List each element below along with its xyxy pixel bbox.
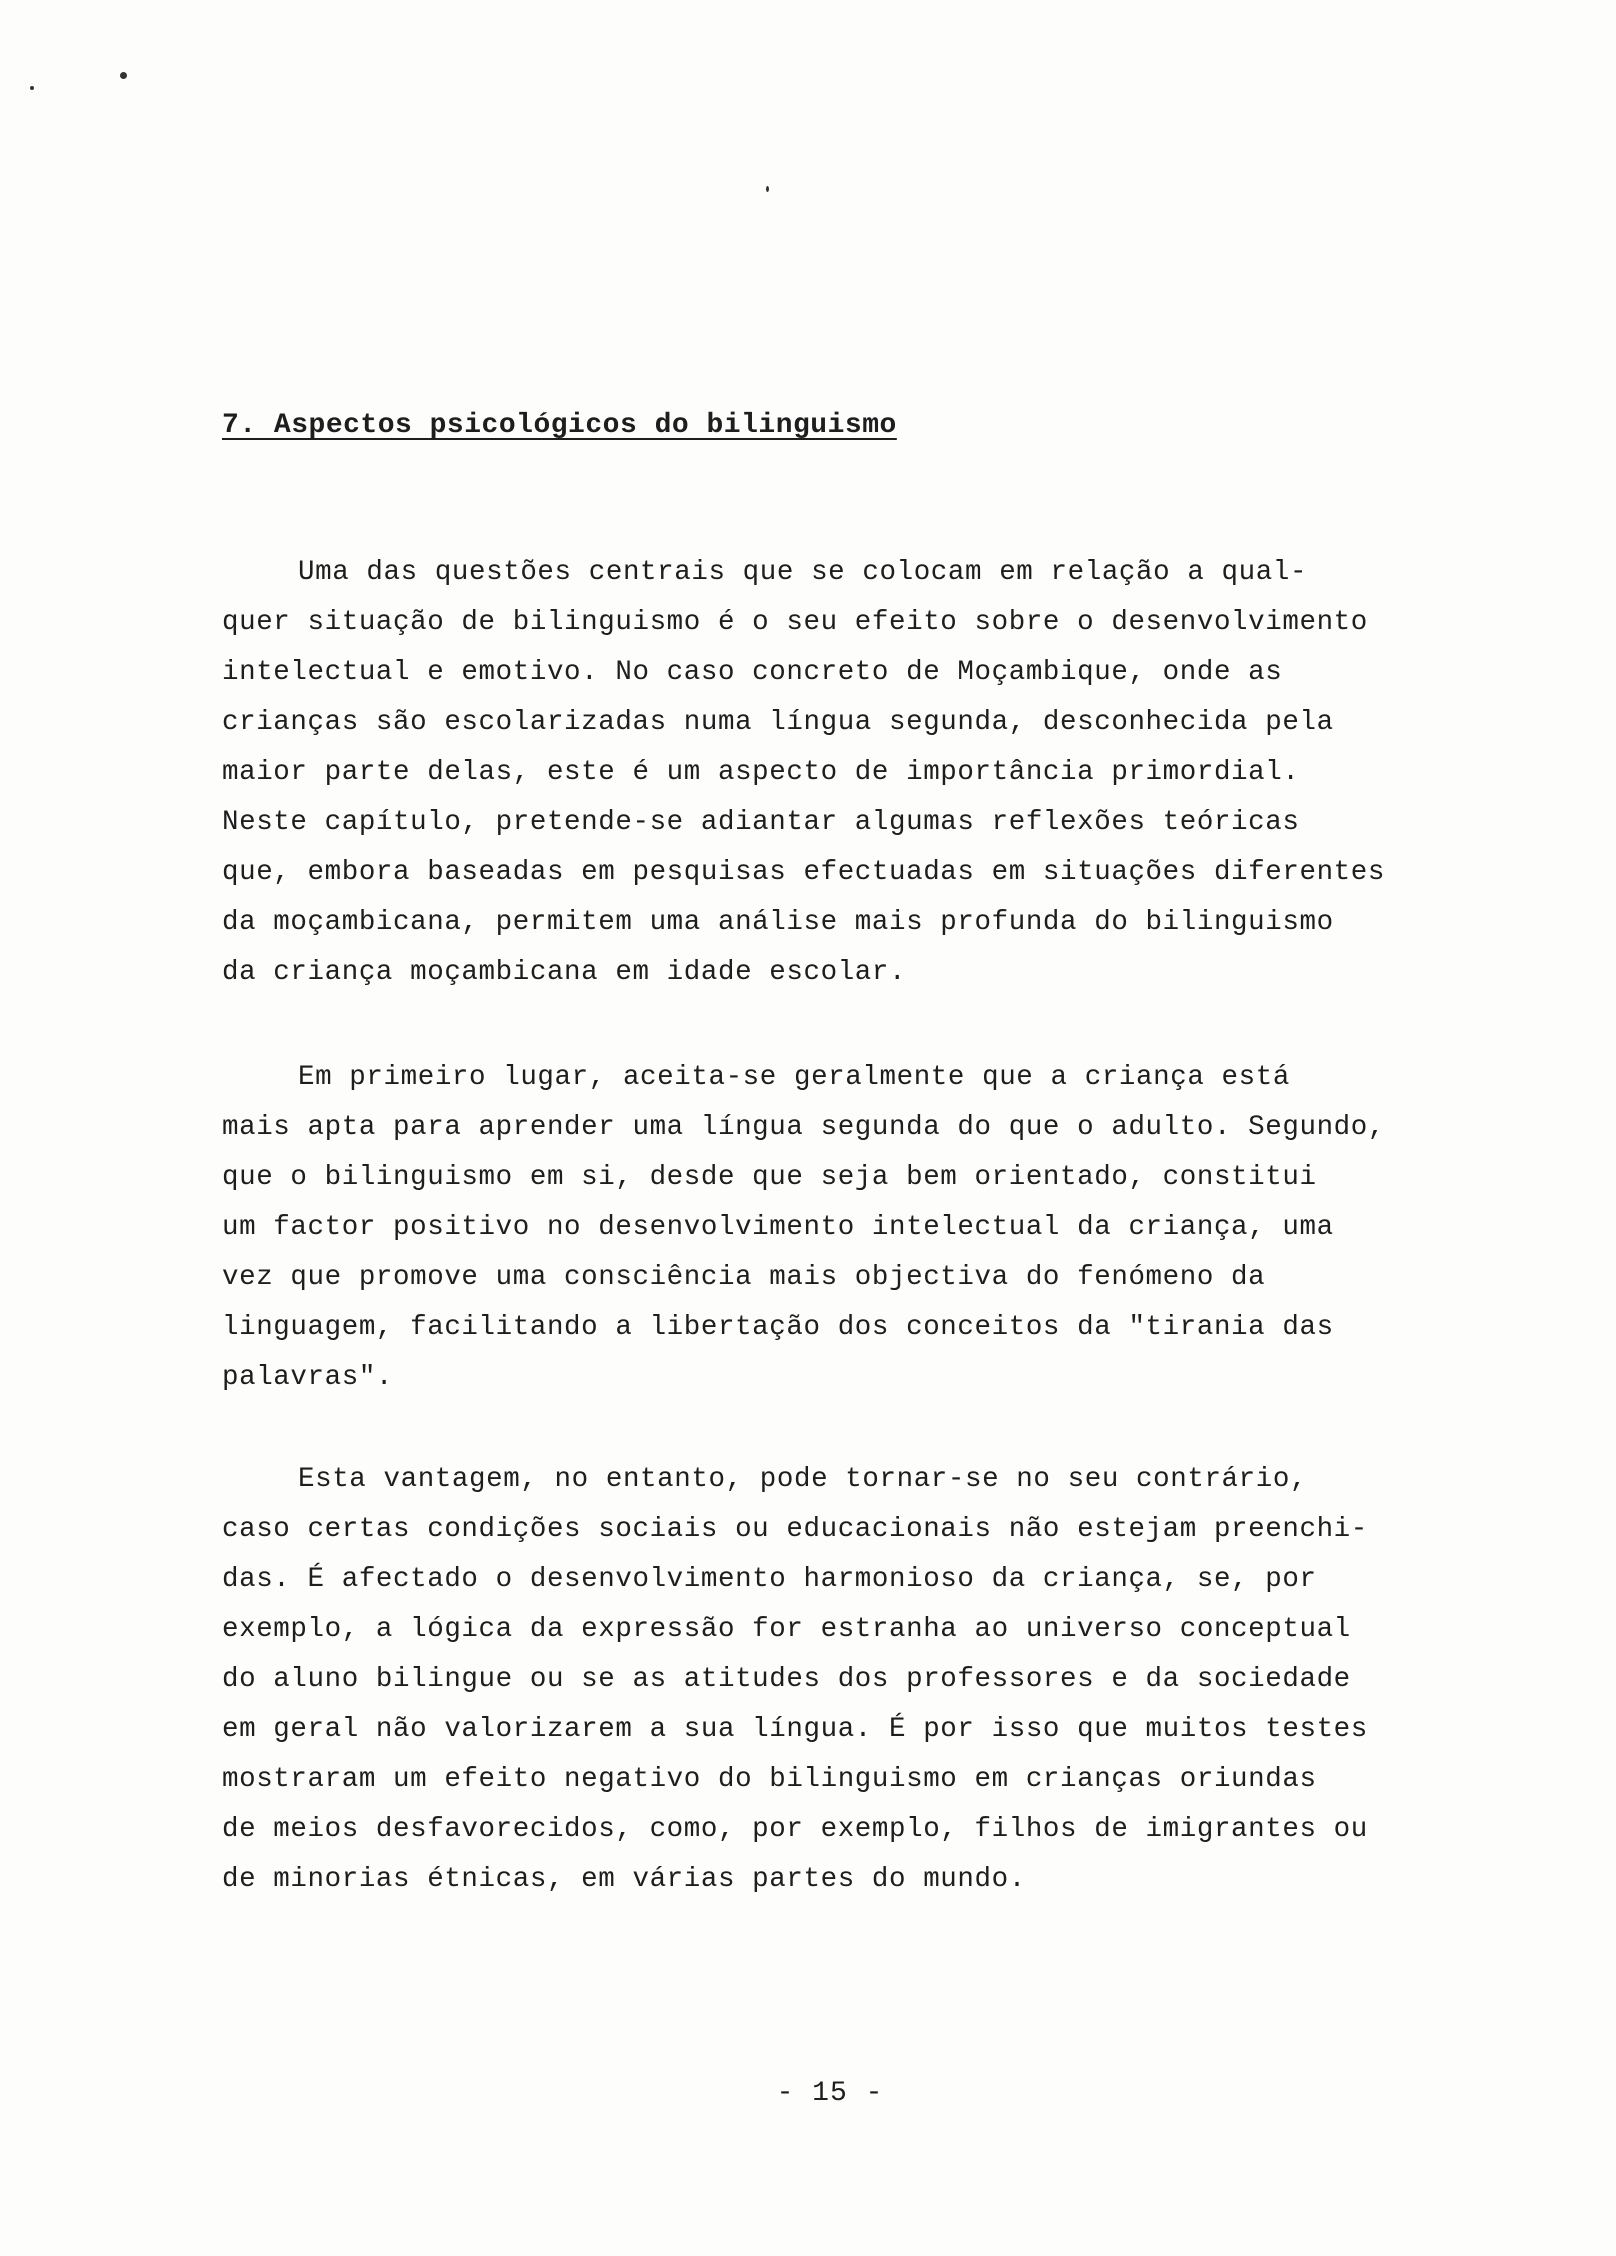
scan-speck (30, 86, 34, 90)
paragraph-2 (222, 1053, 1385, 1403)
text-line: palavras". (222, 1362, 394, 1393)
scan-speck (766, 186, 769, 192)
text-line: um factor positivo no desenvolvimento intelectual da criança, uma (222, 1212, 1334, 1243)
text-line: maior parte delas, este é um aspecto de importância primordial. (222, 757, 1300, 788)
text-line: Em primeiro lugar, aceita-se geralmente que a criança está (298, 1062, 1290, 1093)
text-line: das. É afectado o desenvolvimento harmonioso da criança, se, por (222, 1564, 1317, 1595)
text-line: exemplo, a lógica da expressão for estranha ao universo conceptual (222, 1614, 1351, 1645)
text-line: em geral não valorizarem a sua língua. É por isso que muitos testes (222, 1714, 1368, 1745)
text-line: Neste capítulo, pretende-se adiantar algumas reflexões teóricas (222, 807, 1300, 838)
text-line: intelectual e emotivo. No caso concreto de Moçambique, onde as (222, 657, 1283, 688)
text-line: crianças são escolarizadas numa língua segunda, desconhecida pela (222, 707, 1334, 738)
text-line: da moçambicana, permitem uma análise mais profunda do bilinguismo (222, 907, 1334, 938)
text-line: Esta vantagem, no entanto, pode tornar-se no seu contrário, (298, 1464, 1308, 1495)
text-line: mais apta para aprender uma língua segunda do que o adulto. Segundo, (222, 1112, 1385, 1143)
page-number: - 15 - (776, 2078, 884, 2109)
section-heading: 7. Aspectos psicológicos do bilinguismo (222, 410, 897, 441)
paragraph-1 (222, 548, 1385, 998)
text-line: da criança moçambicana em idade escolar. (222, 957, 907, 988)
scan-speck (120, 72, 127, 79)
text-line: Uma das questões centrais que se colocam em relação a qual- (298, 557, 1308, 588)
text-line: vez que promove uma consciência mais objectiva do fenómeno da (222, 1262, 1266, 1293)
text-line: que o bilinguismo em si, desde que seja bem orientado, constitui (222, 1162, 1317, 1193)
text-line: quer situação de bilinguismo é o seu efeito sobre o desenvolvimento (222, 607, 1368, 638)
paragraph-3 (222, 1455, 1368, 1905)
text-line: de meios desfavorecidos, como, por exemplo, filhos de imigrantes ou (222, 1814, 1368, 1845)
text-line: linguagem, facilitando a libertação dos conceitos da "tirania das (222, 1312, 1334, 1343)
text-line: de minorias étnicas, em várias partes do mundo. (222, 1864, 1026, 1895)
text-line: mostraram um efeito negativo do bilinguismo em crianças oriundas (222, 1764, 1317, 1795)
text-line: do aluno bilingue ou se as atitudes dos professores e da sociedade (222, 1664, 1351, 1695)
text-line: que, embora baseadas em pesquisas efectuadas em situações diferentes (222, 857, 1385, 888)
text-line: caso certas condições sociais ou educacionais não estejam preenchi- (222, 1514, 1368, 1545)
